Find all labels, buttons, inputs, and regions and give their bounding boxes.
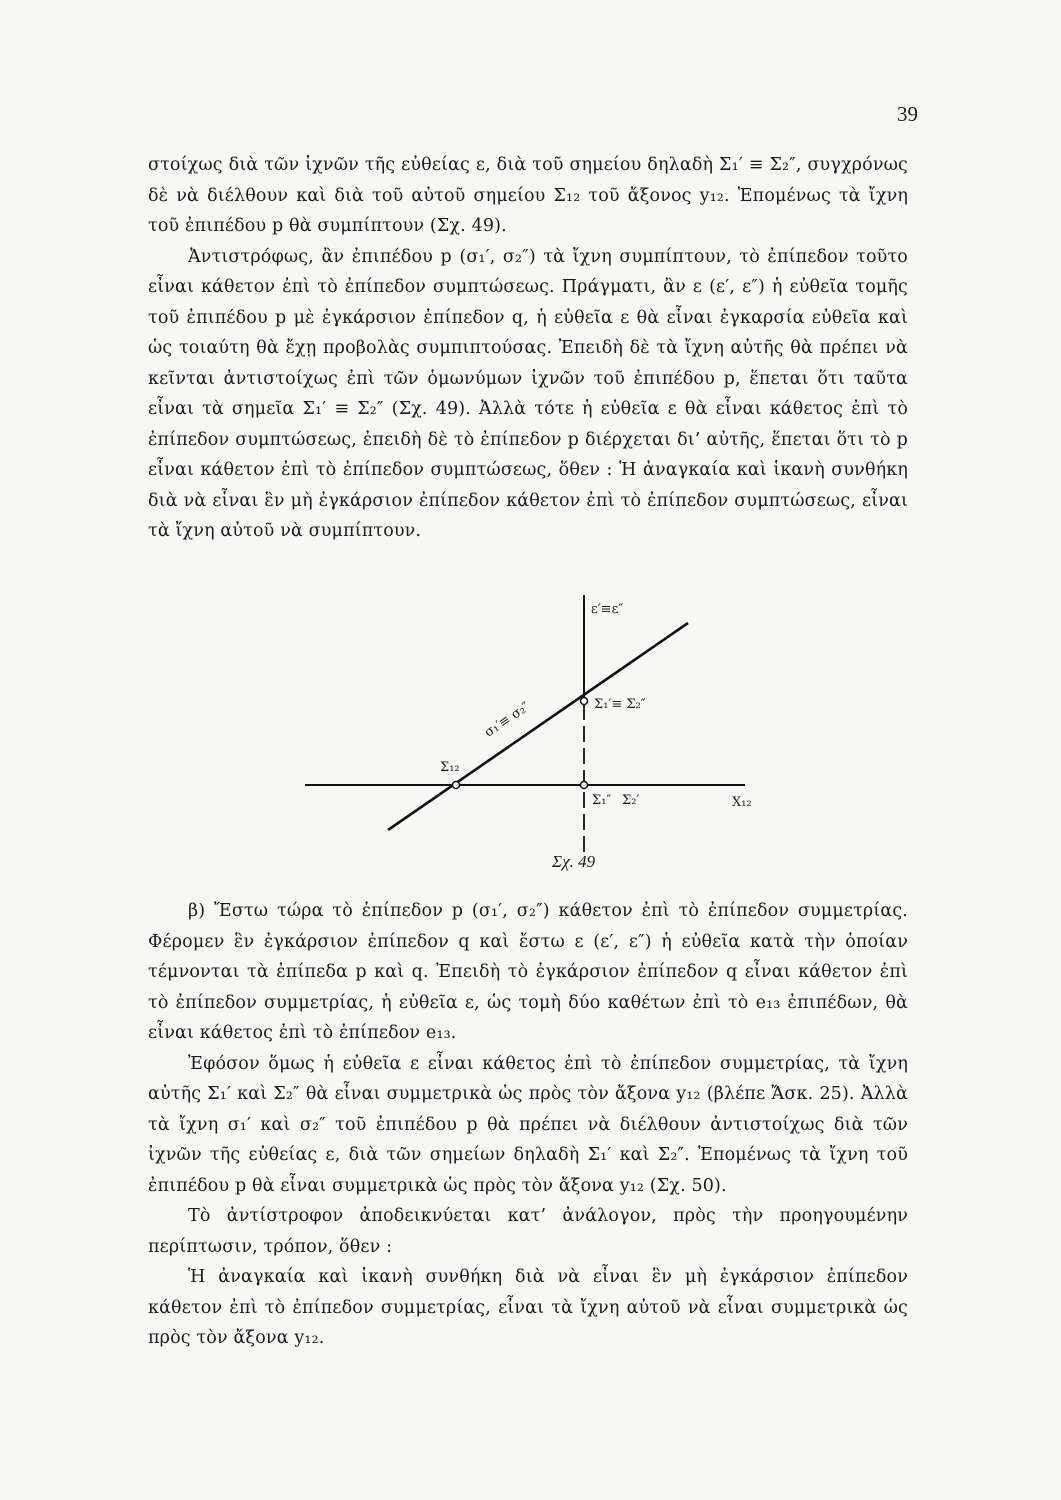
label-s2-prime: Σ₂′	[622, 793, 640, 808]
bottom-text-block	[148, 896, 908, 1354]
label-s12: Σ₁₂	[440, 760, 460, 775]
paragraph-symmetric-traces: Ἐφόσον ὅμως ἡ εὐθεῖα ε εἶναι κάθετος ἐπὶ τὸ ἐπίπεδον συμμετρίας, τὰ ἴχνη αὐτῆς Σ₁′ καὶ Σ₂″ θὰ εἶναι συμμετρικὰ ὡς πρὸς τὸν ἄξονα y₁₂ (βλέπε Ἄσκ. 25). Ἀλλὰ τὰ ἴχνη σ₁′ καὶ σ₂″ τοῦ ἐπιπέδου p θὰ πρέπει νὰ διέλθουν ἀντιστοίχως διὰ τῶν ἰχνῶν τῆς εὐθείας ε, διὰ τῶν σημείων δηλαδὴ Σ₁′ καὶ Σ₂″. Ἑπομένως τὰ ἴχνη τοῦ ἐπιπέδου p θὰ εἶναι συμμετρικὰ ὡς πρὸς τὸν ἄξονα y₁₂ (Σχ. 50).	[148, 1053, 908, 1196]
paragraph-beta: β) Ἔστω τώρα τὸ ἐπίπεδον p (σ₁′, σ₂″) κάθετον ἐπὶ τὸ ἐπίπεδον συμμετρίας. Φέρομεν ἓν ἐγκάρσιον ἐπίπεδον q καὶ ἔστω ε (ε′, ε″) ἡ εὐθεῖα κατὰ τὴν ὁποίαν τέμνονται τὰ ἐπίπεδα p καὶ q. Ἐπειδὴ τὸ ἐγκάρσιον ἐπίπεδον q εἶναι κάθετον ἐπὶ τὸ ἐπίπεδον συμμετρίας, ἡ εὐθεῖα ε, ὡς τομὴ δύο καθέτων ἐπὶ τὸ e₁₃ ἐπιπέδων, θὰ εἶναι κάθετος ἐπὶ τὸ ἐπίπεδον e₁₃.	[148, 901, 908, 1043]
top-text-block	[148, 150, 908, 547]
trace-sigma-line	[388, 623, 688, 830]
figure-caption: Σχ. 49	[552, 852, 596, 871]
paragraph-theorem: Ἡ ἀναγκαία καὶ ἱκανὴ συνθήκη διὰ νὰ εἶναι ἓν μὴ ἐγκάρσιον ἐπίπεδον κάθετον ἐπὶ τὸ ἐπίπεδον συμμετρίας, εἶναι τὰ ἴχνη αὐτοῦ νὰ εἶναι συμμετρικὰ ὡς πρὸς τὸν ἄξονα y₁₂.	[148, 1267, 908, 1348]
page-number: 39	[897, 102, 918, 126]
label-axis-x12: Χ₁₂	[732, 795, 752, 810]
paragraph-continuation: στοίχως διὰ τῶν ἰχνῶν τῆς εὐθείας ε, διὰ τοῦ σημείου δηλαδὴ Σ₁′ ≡ Σ₂″, συγχρόνως δὲ νὰ διέλθουν καὶ διὰ τοῦ αὐτοῦ σημείου Σ₁₂ τοῦ ἄξονος y₁₂. Ἑπομένως τὰ ἴχνη τοῦ ἐπιπέδου p θὰ συμπίπτουν (Σχ. 49).	[148, 155, 908, 236]
paragraph-converse: Ἀντιστρόφως, ἂν ἐπιπέδου p (σ₁′, σ₂″) τὰ ἴχνη συμπίπτουν, τὸ ἐπίπεδον τοῦτο εἶναι κάθετον ἐπὶ τὸ ἐπίπεδον συμπτώσεως. Πράγματι, ἂν ε (ε′, ε″) ἡ εὐθεῖα τομῆς τοῦ ἐπιπέδου p μὲ ἐγκάρσιον ἐπίπεδον q, ἡ εὐθεῖα ε θὰ εἶναι ἐγκαρσία εὐθεῖα καὶ ὡς τοιαύτη θὰ ἔχῃ προβολὰς συμπιπτούσας. Ἐπειδὴ δὲ τὰ ἴχνη αὐτῆς θὰ πρέπει νὰ κεῖνται ἀντιστοίχως ἐπὶ τῶν ὁμωνύμων ἰχνῶν τοῦ ἐπιπέδου p, ἕπεται ὅτι ταῦτα εἶναι τὰ σημεῖα Σ₁′ ≡ Σ₂″ (Σχ. 49). Ἀλλὰ τότε ἡ εὐθεῖα ε θὰ εἶναι κάθετος ἐπὶ τὸ ἐπίπεδον συμπτώσεως, ἐπειδὴ δὲ τὸ ἐπίπεδον p διέρχεται δι’ αὐτῆς, ἕπεται ὅτι τὸ p εἶναι κάθετον ἐπὶ τὸ ἐπίπεδον συμπτώσεως, ὅθεν : Ἡ ἀναγκαία καὶ ἱκανὴ συνθήκη διὰ νὰ εἶναι ἓν μὴ ἐγκάρσιον ἐπίπεδον κάθετον ἐπὶ τὸ ἐπίπεδον συμπτώσεως, εἶναι τὰ ἴχνη αὐτοῦ νὰ συμπίπτουν.	[148, 246, 908, 541]
label-sigma: σ₁′≡ σ₂″	[482, 699, 533, 741]
point-s1pp	[581, 782, 588, 789]
figure-49-drawing	[300, 590, 780, 880]
point-s1-s2	[581, 698, 588, 705]
label-e-prime: ε′≡ε″	[591, 602, 624, 617]
label-s1-double-prime: Σ₁″	[592, 793, 612, 808]
point-s12	[453, 782, 460, 789]
paragraph-converse-proof: Τὸ ἀντίστροφον ἀποδεικνύεται κατ’ ἀνάλογον, πρὸς τὴν προηγουμένην περίπτωσιν, τρόπον, ὅθεν :	[148, 1206, 908, 1257]
figure-49	[300, 590, 780, 880]
label-s1-s2: Σ₁′≡ Σ₂″	[594, 697, 646, 712]
